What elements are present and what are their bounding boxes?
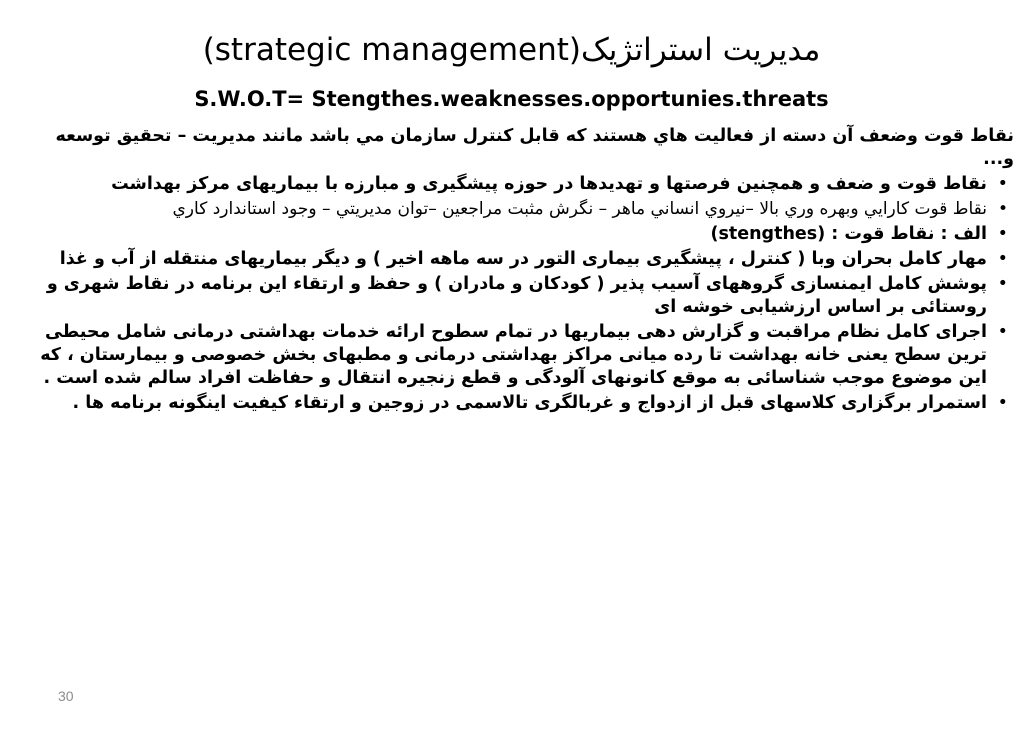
slide-title-persian: مدیریت استراتژیک [581, 32, 821, 68]
bullet-item: • اجرای کامل نظام مراقبت و گزارش دهی بیماریها در تمام سطوح ارائه خدمات بهداشتی درمانی شامل محیطی ترین سطح یعنی خانه بهداشت تا رده میانی مراکز بهداشتی درمانی و مطبهای بخش خصوصی و بیمارستان ، که این موضوع موجب شناسائی به موقع کانونهای آلودگی و قطع زنجیره انتقال و حفاظت افراد سالم شده است . [20, 321, 1014, 390]
bullet-item: • پوشش کامل ایمنسازی گروههای آسیب پذیر ( کودکان و مادران ) و حفظ و ارتقاء این برنامه در نقاط شهری و روستائی بر اساس ارزشیابی خوشه ای [20, 273, 1014, 319]
slide-subtitle: S.W.O.T= Stengthes.weaknesses.opportunies.threats [194, 87, 829, 111]
slide-body [20, 125, 1014, 415]
bullet-item: • نقاط قوت و ضعف و همچنین فرصتها و تهدیدها در حوزه پیشگیری و مبارزه با بیماریهای مرکز بهداشت [20, 173, 1014, 196]
page-number: 30 [58, 688, 74, 704]
slide-title [0, 30, 1023, 70]
bullet-item: • نقاط قوت كارايي وبهره وري بالا –نيروي انساني ماهر – نگرش مثبت مراجعين –توان مديريتي – وجود استاندارد كاري [20, 198, 1014, 221]
bullet-item: • الف : نقاط قوت : (stengthes) [20, 223, 1014, 246]
intro-paragraph: نقاط قوت وضعف آن دسته از فعاليت هاي هستند كه قابل كنترل سازمان مي باشد مانند مديريت – تحقيق توسعه و... [55, 126, 1014, 169]
bullet-item: • مهار کامل بحران وبا ( کنترل ، پیشگیری بیماری التور در سه ماهه اخیر ) و دیگر بیماریهای منتقله از آب و غذا [20, 248, 1014, 271]
bullet-item: • استمرار برگزاری کلاسهای قبل از ازدواج و غربالگری تالاسمی در زوجین و ارتقاء کیفیت اینگونه برنامه ها . [20, 392, 1014, 415]
slide-title-english: (strategic management) [202, 32, 581, 68]
